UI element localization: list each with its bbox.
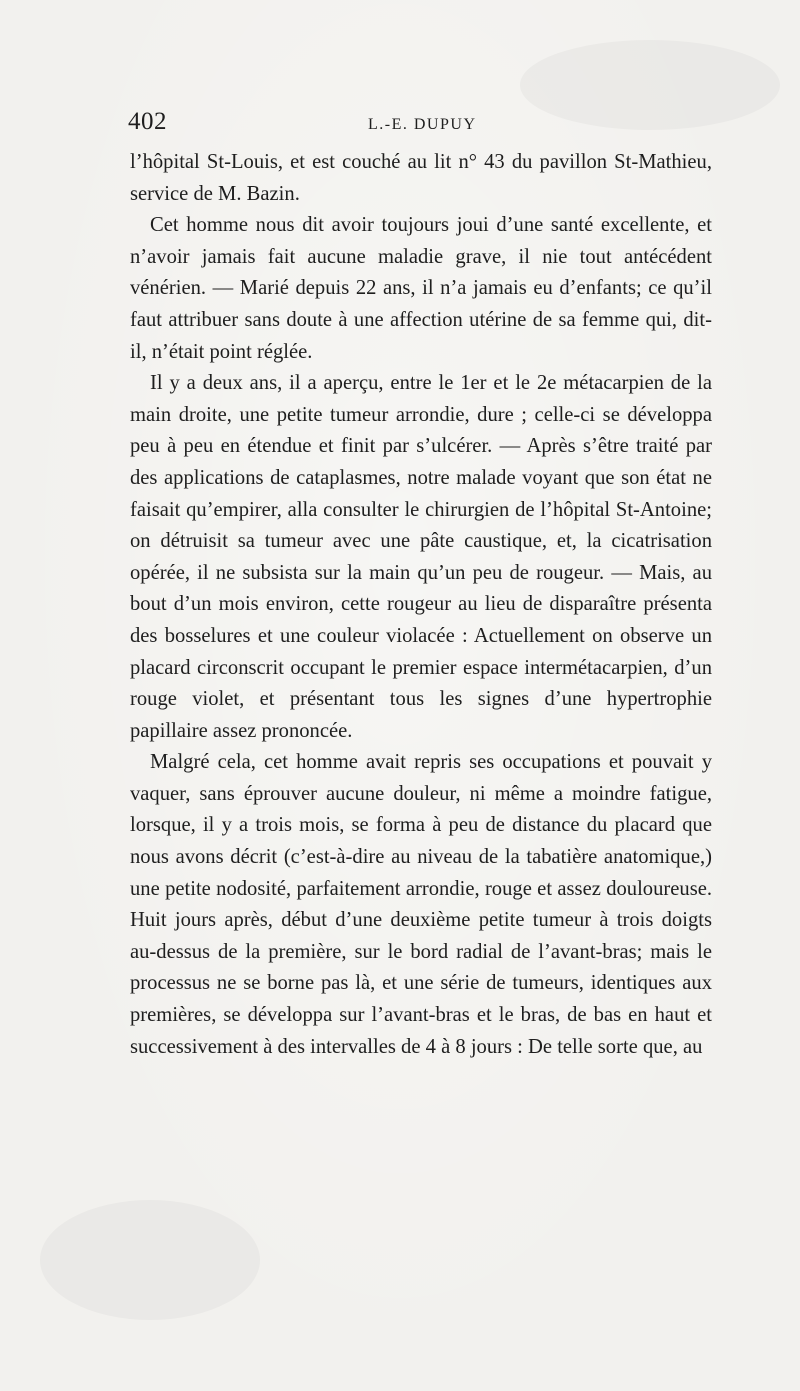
page-header — [128, 108, 688, 142]
paragraph: l’hôpital St-Louis, et est couché au lit n° 43 du pavillon St-Mathieu, service de M. Bazin. — [130, 151, 712, 205]
paragraph: Cet homme nous dit avoir toujours joui d’une santé excellente, et n’avoir jamais fait aucune maladie grave, il nie tout antécédent vénérien. — Marié depuis 22 ans, il n’a jamais eu d’enfants; ce qu’il faut attribuer sans doute à une affection utérine de sa femme qui, dit-il, n’était point réglée. — [130, 214, 712, 363]
body-text — [130, 147, 712, 1063]
paper-stain — [40, 1200, 260, 1320]
paragraph: Il y a deux ans, il a aperçu, entre le 1er et le 2e métacarpien de la main droite, une petite tumeur arrondie, dure ; celle-ci se développa peu à peu en étendue et finit par s’ulcérer. — Après s’être traité par des applications de cataplasmes, notre malade voyant que son état ne faisait qu’empirer, alla consulter le chirurgien de l’hôpital St-Antoine; on détruisit sa tumeur avec une pâte caustique, et, la cicatrisation opérée, il ne subsista sur la main qu’un peu de rougeur. — Mais, au bout d’un mois environ, cette rougeur au lieu de disparaître présenta des bosselures et une couleur violacée : Actuellement on observe un placard circonscrit occupant le premier espace intermétacarpien, d’un rouge violet, et présentant tous les signes d’une hypertrophie papillaire assez prononcée. — [130, 372, 712, 742]
paragraph: Malgré cela, cet homme avait repris ses occupations et pouvait y vaquer, sans éprouver aucune douleur, ni même a moindre fatigue, lorsque, il y a trois mois, se forma à peu de distance du placard que nous avons décrit (c’est-à-dire au niveau de la tabatière anatomique,) une petite nodosité, parfaitement arrondie, rouge et assez douloureuse. Huit jours après, début d’une deuxième petite tumeur à trois doigts au-dessus de la première, sur le bord radial de l’avant-bras; mais le processus ne se borne pas là, et une série de tumeurs, identiques aux premières, se développa sur l’avant-bras et le bras, de bas en haut et successivement à des intervalles de 4 à 8 jours : De telle sorte que, au — [130, 751, 712, 1058]
page-number: 402 — [128, 108, 167, 135]
running-head: L.-E. DUPUY — [368, 116, 477, 133]
